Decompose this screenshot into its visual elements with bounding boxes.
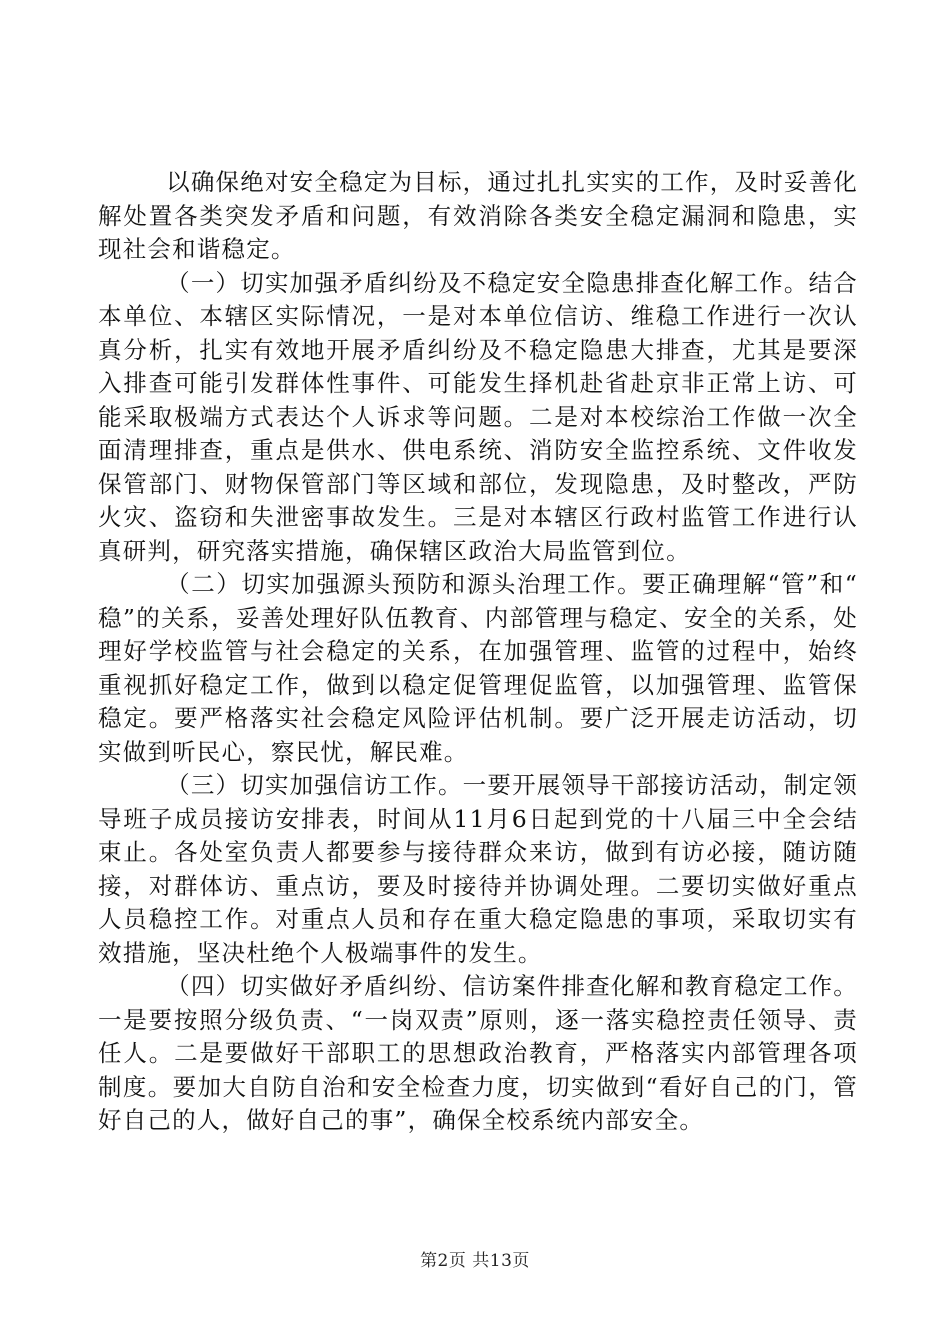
paragraph-section-4: （四）切实做好矛盾纠纷、信访案件排查化解和教育稳定工作。一是要按照分级负责、“一岗双责”原则，逐一落实稳控责任领导、责任人。二是要做好干部职工的思想政治教育，严格落实内部管理各项制度。要加大自防自治和安全检查力度，切实做到“看好自己的门，管好自己的人，做好自己的事”，确保全校系统内部安全。	[98, 972, 858, 1134]
page-number-label: 第2页 共13页	[420, 1251, 530, 1271]
paragraph-section-2: （二）切实加强源头预防和源头治理工作。要正确理解“管”和“稳”的关系，妥善处理好队伍教育、内部管理与稳定、安全的关系，处理好学校监管与社会稳定的关系，在加强管理、监管的过程中，始终重视抓好稳定工作，做到以稳定促管理促监管，以加强管理、监管保稳定。要严格落实社会稳定风险评估机制。要广泛开展走访活动，切实做到听民心，察民忧，解民难。	[98, 570, 858, 766]
paragraph-section-1: （一）切实加强矛盾纠纷及不稳定安全隐患排查化解工作。结合本单位、本辖区实际情况，一是对本单位信访、维稳工作进行一次认真分析，扎实有效地开展矛盾纠纷及不稳定隐患大排查，尤其是要深入排查可能引发群体性事件、可能发生择机赴省赴京非正常上访、可能采取极端方式表达个人诉求等问题。二是对本校综治工作做一次全面清理排查，重点是供水、供电系统、消防安全监控系统、文件收发保管部门、财物保管部门等区域和部位，发现隐患，及时整改，严防火灾、盗窃和失泄密事故发生。三是对本辖区行政村监管工作进行认真研判，研究落实措施，确保辖区政治大局监管到位。	[98, 268, 858, 565]
paragraph-intro: 以确保绝对安全稳定为目标，通过扎扎实实的工作，及时妥善化解处置各类突发矛盾和问题，有效消除各类安全稳定漏洞和隐患，实现社会和谐稳定。	[98, 168, 858, 263]
page-footer	[0, 1246, 950, 1271]
paragraph-section-3: （三）切实加强信访工作。一要开展领导干部接访活动，制定领导班子成员接访安排表，时间从11月6日起到党的十八届三中全会结束止。各处室负责人都要参与接待群众来访，做到有访必接，随访随接，对群体访、重点访，要及时接待并协调处理。二要切实做好重点人员稳控工作。对重点人员和存在重大稳定隐患的事项，采取切实有效措施，坚决杜绝个人极端事件的发生。	[98, 771, 858, 967]
document-body	[98, 166, 858, 1138]
